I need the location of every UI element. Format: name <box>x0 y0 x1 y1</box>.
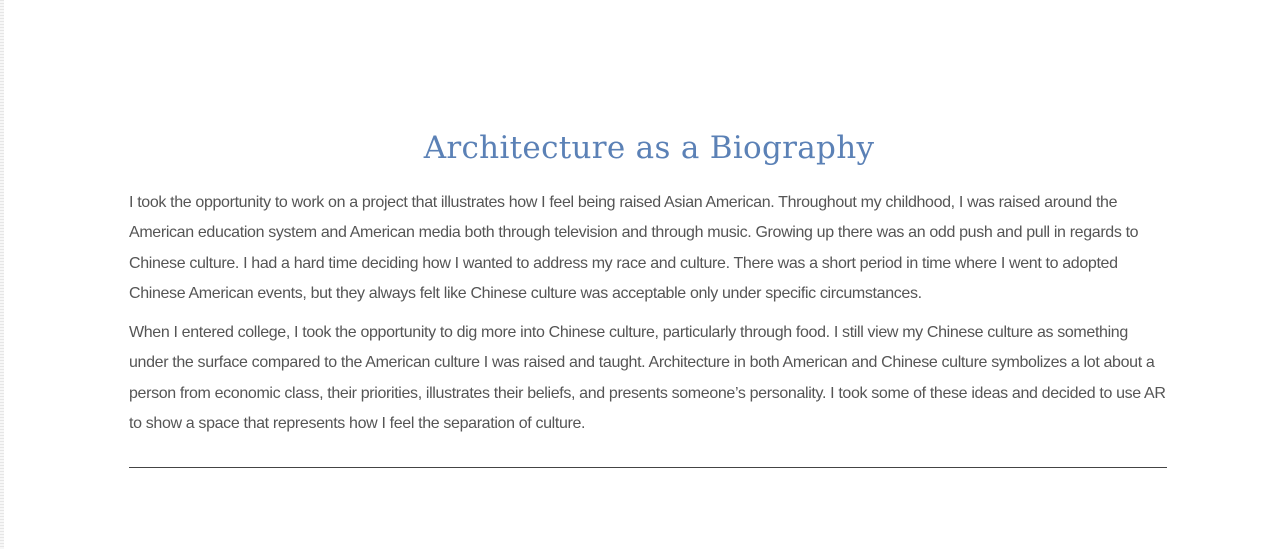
article-paragraph-1: I took the opportunity to work on a project that illustrates how I feel being raised Asian American. Throughout my childhood, I was raised around the American education system and American media both through television and through music. Growing up there was an odd push and pull in regards to Chinese culture. I had a hard time deciding how I wanted to address my race and culture. There was a short period in time where I went to adopted Chinese American events, but they always felt like Chinese culture was acceptable only under specific circumstances. <box>129 194 1139 302</box>
article-section <box>129 120 1169 439</box>
section-divider <box>129 467 1167 468</box>
page-left-edge <box>0 0 4 549</box>
page-title: Architecture as a Biography <box>423 130 875 166</box>
article-paragraph-2: When I entered college, I took the opportunity to dig more into Chinese culture, particularly through food. I still view my Chinese culture as something under the surface compared to the American culture I was raised and taught. Architecture in both American and Chinese culture symbolizes a lot about a person from economic class, their priorities, illustrates their beliefs, and presents someone’s personality. I took some of these ideas and decided to use AR to show a space that represents how I feel the separation of culture. <box>129 324 1166 433</box>
